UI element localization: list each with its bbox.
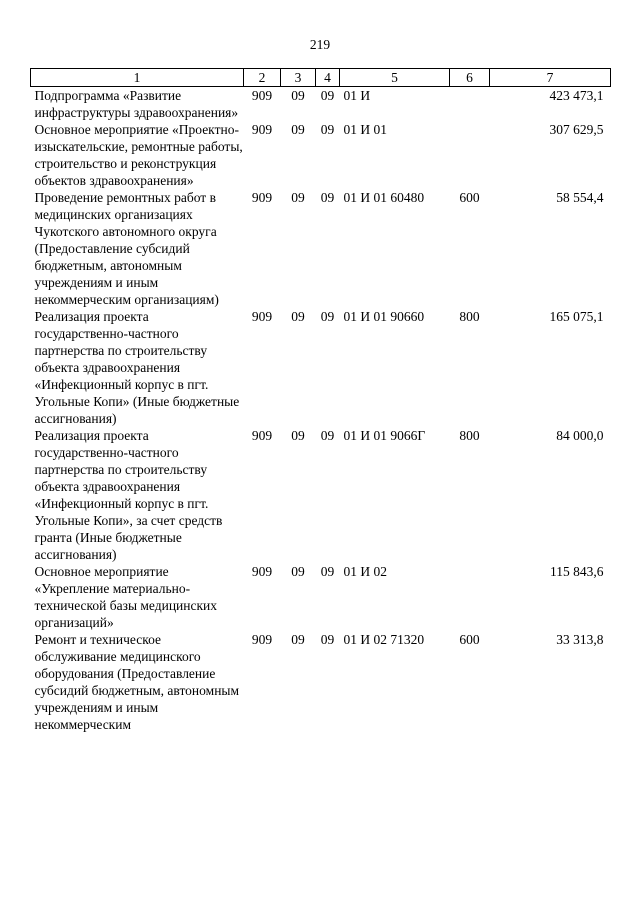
row-target-article: 01 И xyxy=(343,88,371,103)
row-subsection-code: 09 xyxy=(320,564,335,579)
row-subsection-code: 09 xyxy=(320,190,335,205)
row-ministry-code: 909 xyxy=(251,564,273,579)
row-amount: 84 000,0 xyxy=(556,428,604,443)
row-target-article: 01 И 01 60480 xyxy=(343,190,425,205)
row-amount: 33 313,8 xyxy=(556,632,604,647)
row-amount: 58 554,4 xyxy=(556,190,604,205)
row-name: Реализация проекта государственно-частного партнерства по строительству объекта здравоохранения «Инфекционный корпус в пгт. Угольные Копи», за счет средств гранта (Иные бюджетные ассигнования) xyxy=(34,428,223,562)
row-subsection-code: 09 xyxy=(320,88,335,103)
column-header: 3 xyxy=(281,69,316,87)
row-amount: 423 473,1 xyxy=(549,88,604,103)
row-subsection-code: 09 xyxy=(320,309,335,324)
budget-table xyxy=(30,68,611,733)
column-header: 6 xyxy=(450,69,490,87)
row-ministry-code: 909 xyxy=(251,190,273,205)
page-number: 219 xyxy=(309,37,331,52)
row-section-code: 09 xyxy=(291,309,305,324)
row-target-article: 01 И 01 xyxy=(343,122,387,137)
row-section-code: 09 xyxy=(291,190,305,205)
row-target-article: 01 И 01 90660 xyxy=(343,309,425,324)
row-expense-type xyxy=(450,121,490,189)
row-section-code: 09 xyxy=(291,88,305,103)
row-section-code: 09 xyxy=(291,632,305,647)
table-row xyxy=(31,87,611,122)
row-target-article: 01 И 01 9066Г xyxy=(343,428,426,443)
table-row xyxy=(31,308,611,427)
row-section-code: 09 xyxy=(291,122,305,137)
column-header: 7 xyxy=(490,69,611,87)
row-name: Реализация проекта государственно-частного партнерства по строительству объекта здравоохранения «Инфекционный корпус в пгт. Угольные Копи» (Иные бюджетные ассигнования) xyxy=(34,309,240,426)
row-section-code: 09 xyxy=(291,428,305,443)
row-expense-type: 800 xyxy=(459,309,480,324)
row-ministry-code: 909 xyxy=(251,122,273,137)
row-subsection-code: 09 xyxy=(320,122,335,137)
row-expense-type: 800 xyxy=(459,428,480,443)
table-row xyxy=(31,189,611,308)
row-name: Ремонт и техническое обслуживание медицинского оборудования (Предоставление субсидий бюджетным, автономным учреждениям и иным некоммерческим xyxy=(34,632,240,732)
table-header-row xyxy=(31,69,611,87)
row-amount: 307 629,5 xyxy=(549,122,604,137)
row-subsection-code: 09 xyxy=(320,632,335,647)
table-row xyxy=(31,563,611,631)
row-expense-type xyxy=(450,87,490,122)
table-row xyxy=(31,427,611,563)
row-amount: 115 843,6 xyxy=(550,564,604,579)
column-header: 1 xyxy=(31,69,244,87)
row-ministry-code: 909 xyxy=(251,428,273,443)
row-ministry-code: 909 xyxy=(251,632,273,647)
row-name: Проведение ремонтных работ в медицинских организациях Чукотского автономного округа (Предоставление субсидий бюджетным, автономным учреждениям и иным некоммерческим организациям) xyxy=(34,190,219,307)
column-header: 4 xyxy=(316,69,340,87)
row-expense-type: 600 xyxy=(459,190,480,205)
row-name: Основное мероприятие «Укрепление материально-технической базы медицинских организаций» xyxy=(34,564,218,630)
row-name: Основное мероприятие «Проектно-изыскательские, ремонтные работы, строительство и реконструкция объектов здравоохранения» xyxy=(34,122,243,188)
row-ministry-code: 909 xyxy=(251,309,273,324)
column-header: 5 xyxy=(340,69,450,87)
row-name: Подпрограмма «Развитие инфраструктуры здравоохранения» xyxy=(34,88,239,120)
column-header: 2 xyxy=(244,69,281,87)
table-row xyxy=(31,121,611,189)
row-target-article: 01 И 02 71320 xyxy=(343,632,425,647)
row-ministry-code: 909 xyxy=(251,88,273,103)
row-section-code: 09 xyxy=(291,564,305,579)
row-subsection-code: 09 xyxy=(320,428,335,443)
row-expense-type: 600 xyxy=(459,632,480,647)
table-row xyxy=(31,631,611,733)
row-amount: 165 075,1 xyxy=(549,309,604,324)
row-target-article: 01 И 02 xyxy=(343,564,387,579)
row-expense-type xyxy=(450,563,490,631)
